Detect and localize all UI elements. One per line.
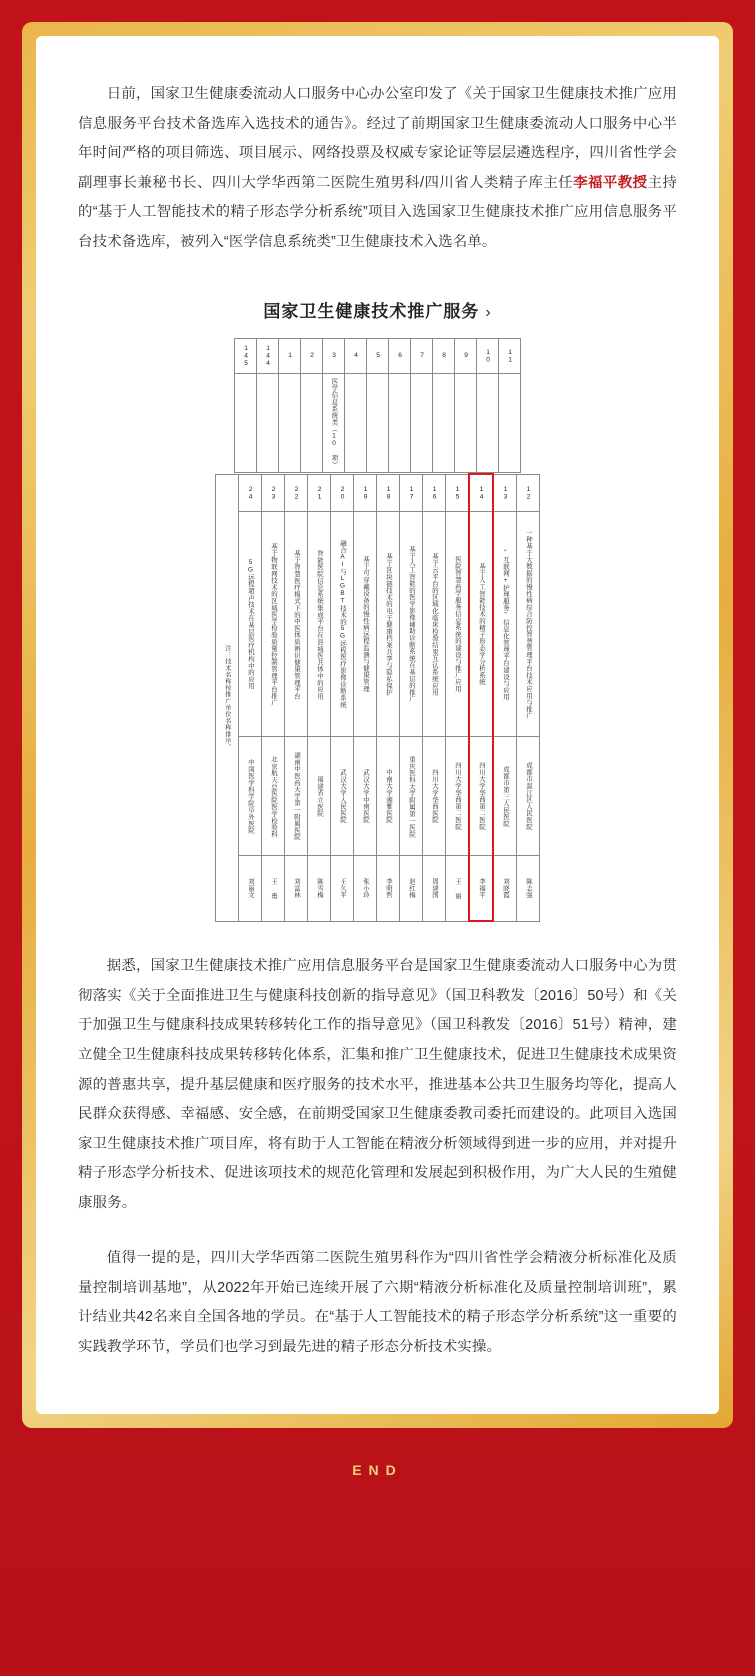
table-cell: [323, 374, 345, 473]
table-cell-highlighted: [469, 474, 493, 512]
table-cell-text: 赵红梅: [408, 878, 415, 899]
table-cell-text: 武汉大学中南医院: [362, 769, 369, 824]
article-footer: [22, 1428, 733, 1510]
table-cell: [262, 474, 285, 512]
table-cell: [499, 374, 521, 473]
table-cell-text: 李福平: [478, 878, 485, 899]
table-cell: [367, 339, 389, 374]
paragraph-text: 日前，国家卫生健康委流动人口服务中心办公室印发了《关于国家卫生健康技术推广应用信息服务平台技术备选库入选技术的通告》。经过了前期国家卫生健康委流动人口服务中心半年时间严格的项目筛选、项目展示、网络投票及权威专家论证等层层遴选程序，四川省性学会副理事长兼秘书长、四川大学华西第二医院生殖男科/四川省人类精子库主任: [78, 86, 677, 191]
table-cell-text: 基于区块链技术的电子健康档案共享与隐私保护: [385, 552, 392, 696]
table-cell: [279, 374, 301, 473]
figure-title: [263, 297, 491, 322]
table-cell-text: 中南大学湘雅医院: [385, 769, 392, 824]
table-cell: [285, 737, 308, 856]
table-cell: [235, 374, 257, 473]
table-cell-text: 武汉大学人民医院: [339, 769, 346, 824]
table-cell: [354, 737, 377, 856]
table-cell: [257, 374, 279, 473]
table-cell-text: 陈志强: [525, 878, 532, 899]
gold-border-frame: [22, 22, 733, 1428]
highlighted-name: 李福平教授: [573, 174, 648, 191]
paragraph-text: 据悉，国家卫生健康技术推广应用信息服务平台是国家卫生健康委流动人口服务中心为贯彻落实《关于全面推进卫生与健康科技创新的指导意见》（国卫科教发〔2016〕50号）和《关于加强卫生与健康科技成果转移转化工作的指导意见》（国卫科教发〔2016〕51号）精神，建立健全卫生健康科技成果转移转化体系，汇集和推广卫生健康技术，促进卫生健康技术成果资源的普惠共享，提升基层健康和医疗服务的技术水平，推进基本公共卫生服务均等化，提高人民群众获得感、幸福感、安全感，在前期受国家卫生健康委教司委托而建设的。此项目入选国家卫生健康技术推广项目库，将有助于人工智能在精液分析领域得到进一步的应用，并对提升精子形态学分析技术、促进该项技术的规范化管理和发展起到积极作用，为广大人民的生殖健康服务。: [78, 958, 677, 1211]
table-cell-text: 2: [308, 352, 316, 360]
table-cell: [400, 512, 423, 737]
table-cell-text: 王 丽: [454, 878, 461, 900]
table-cell: [308, 856, 331, 922]
table-cell-text: 23: [270, 485, 278, 501]
table-cell: [455, 374, 477, 473]
table-cell-text: 7: [418, 352, 426, 360]
table-cell: [308, 474, 331, 512]
table-cell: [239, 474, 262, 512]
table-cell: [301, 374, 323, 473]
table-cell-text: 15: [454, 485, 462, 501]
table-cell: [331, 737, 354, 856]
table-cell: [331, 474, 354, 512]
table-cell: [301, 339, 323, 374]
table-cell: [423, 737, 446, 856]
table-cell-text: 李明哲: [385, 878, 392, 899]
table-cell-text: 智能医院信息系统集成平台在县域医共体中的应用: [316, 549, 323, 700]
table-cell: [433, 339, 455, 374]
table-cell: [477, 339, 499, 374]
table-cell: [477, 374, 499, 473]
table-cell-text: 王 勇: [270, 878, 277, 900]
table-cell: [323, 339, 345, 374]
table-cell-text: 重庆医科大学附属第一医院: [408, 755, 415, 838]
paragraph-2: [78, 952, 677, 1218]
table-cell-text: 融合AI与LGBT技术的5G远程医疗影像诊断系统: [339, 540, 346, 709]
table-cell: [345, 339, 367, 374]
table-cell: [455, 339, 477, 374]
table-cell: [517, 474, 540, 512]
table-cell-text: 湖南中医药大学第一附属医院: [293, 752, 300, 841]
table-cell-text: 5G远程超声技术在基层医疗机构中的应用: [247, 559, 254, 690]
table-cell: [493, 856, 517, 922]
table-cell-text: 北京航天总医院医学检验科: [270, 755, 277, 838]
table-cell-text: 基于智慧医疗模式下的中医体质辨识健康管理平台: [293, 549, 300, 700]
table-cell: [423, 474, 446, 512]
table-cell: [389, 339, 411, 374]
table-cell: [446, 856, 470, 922]
table-cell-text: 一种基于大数据的慢性病综合防控智慧管理平台技术应用与推广: [525, 529, 532, 720]
table-cell: [433, 374, 455, 473]
table-cell-text: “互联网+护理服务”信息化管理平台建设与应用: [502, 548, 509, 701]
table-row: [216, 856, 540, 922]
table-row: [216, 474, 540, 512]
figure-title-text: 国家卫生健康技术推广服务: [263, 302, 480, 322]
table-row: [235, 374, 521, 473]
table-cell-text: 144: [264, 345, 272, 368]
table-cell-text: 中国医学科学院阜外医院: [247, 758, 254, 834]
table-cell-text: 四川大学华西第二医院: [478, 762, 485, 831]
table-side-note: [216, 474, 239, 921]
table-cell: [367, 374, 389, 473]
table-cell-text: 17: [408, 485, 416, 501]
table-cell-text: 刘晓霞: [502, 878, 509, 899]
table-cell: [377, 856, 400, 922]
table-row: [216, 737, 540, 856]
table-cell-text: 基于物联网技术的区域医学检验质量控制管理平台推广: [270, 542, 277, 706]
table-cell-text: 145: [242, 345, 250, 368]
paragraph-3: [78, 1244, 677, 1362]
table-cell-text: 22: [293, 485, 301, 501]
technology-list-table: [215, 473, 540, 922]
table-cell-highlighted: [469, 737, 493, 856]
table-cell-text: 1: [286, 352, 294, 360]
table-cell: [257, 339, 279, 374]
paragraph-text: 主持的“基于人工智能技术的精子形态学分析系统”项目入选国家卫生健康技术推广应用信息服务平台技术备选库，被列入“医学信息系统类”卫生健康技术入选名单。: [78, 174, 677, 250]
table-cell-text: 14: [478, 485, 486, 501]
table-cell-text: 3: [330, 352, 338, 360]
main-table-wrap: [78, 473, 677, 922]
table-cell-text: 11: [506, 348, 514, 364]
table-cell: [239, 737, 262, 856]
figure-block: [78, 283, 677, 922]
table-row: [216, 512, 540, 737]
table-cell-text: 13: [502, 485, 510, 501]
table-cell: [400, 474, 423, 512]
table-cell: [446, 512, 470, 737]
table-cell-text: 周建国: [431, 878, 438, 899]
table-cell: [331, 512, 354, 737]
article-card: [36, 36, 719, 1414]
table-cell-text: 刘丽文: [247, 878, 254, 899]
table-cell: [354, 512, 377, 737]
table-cell-text: 医院智慧药学服务信息系统的建设与推广应用: [454, 556, 461, 693]
table-cell: [285, 856, 308, 922]
table-cell-text: 基于云平台的区域化临床检验结果互认系统应用: [431, 552, 438, 696]
table-cell: [377, 474, 400, 512]
table-cell-highlighted: [469, 856, 493, 922]
table-cell-text: 基于人工智能的医学影像辅助诊断系统在基层的推广: [408, 546, 415, 703]
table-cell-text: 19: [362, 485, 370, 501]
table-cell: [377, 512, 400, 737]
table-cell: [331, 856, 354, 922]
table-cell: [446, 737, 470, 856]
table-cell-text: 四川大学华西第二医院: [454, 762, 461, 831]
table-cell: [345, 374, 367, 473]
table-cell: [262, 856, 285, 922]
table-cell-text: 16: [431, 485, 439, 501]
table-cell: [389, 374, 411, 473]
table-cell-text: 基于可穿戴设备的慢性病远程监测与健康管理: [362, 556, 369, 693]
paragraph-1: [78, 80, 677, 257]
table-row: [235, 339, 521, 374]
table-cell-text: 18: [385, 485, 393, 501]
table-cell-text: 21: [316, 485, 324, 501]
table-cell-text: 12: [525, 485, 533, 501]
table-cell-text: 成都市温江区人民医院: [525, 762, 532, 831]
table-cell-text: 9: [462, 352, 470, 360]
table-cell: [377, 737, 400, 856]
table-cell-text: 10: [484, 348, 492, 364]
table-cell: [499, 339, 521, 374]
table-cell: [262, 512, 285, 737]
table-cell: [279, 339, 301, 374]
table-cell-text: 24: [247, 485, 255, 501]
category-label: 医学信息系统类（10 项）: [330, 378, 338, 469]
table-cell: [493, 512, 517, 737]
table-cell-text: 王久平: [339, 878, 346, 899]
table-cell: [239, 512, 262, 737]
table-cell: [285, 474, 308, 512]
table-cell-text: 刘富林: [293, 878, 300, 899]
table-cell: [239, 856, 262, 922]
table-cell: [517, 737, 540, 856]
table-cell: [411, 374, 433, 473]
table-cell: [285, 512, 308, 737]
table-cell-text: 四川大学华西医院: [431, 769, 438, 824]
table-side-note-text: 注：技术名称按推广单位名称排序。: [223, 645, 231, 751]
table-cell-text: 4: [352, 352, 360, 360]
table-cell: [235, 339, 257, 374]
table-cell: [493, 474, 517, 512]
table-cell: [400, 856, 423, 922]
table-cell: [493, 737, 517, 856]
table-cell-text: 张小玲: [362, 878, 369, 899]
table-cell-text: 5: [374, 352, 382, 360]
table-cell: [308, 512, 331, 737]
table-cell: [423, 512, 446, 737]
table-cell-text: 基于人工智能技术的精子形态学分析系统: [478, 563, 485, 686]
table-cell: [517, 512, 540, 737]
paragraph-text: 值得一提的是，四川大学华西第二医院生殖男科作为“四川省性学会精液分析标准化及质量控制培训基地”，从2022年开始已连续开展了六期“精液分析标准化及质量控制培训班”，累计结业共42名来自全国各地的学员。在“基于人工智能技术的精子形态学分析系统”这一重要的实践教学环节，学员们也学习到最先进的精子形态分析技术实操。: [78, 1250, 677, 1355]
chevron-right-icon: ›: [485, 304, 492, 322]
table-cell: [354, 856, 377, 922]
table-cell: [400, 737, 423, 856]
table-cell-text: 福建省立医院: [316, 775, 323, 817]
table-cell-text: 20: [339, 485, 347, 501]
table-cell-text: 陈雪梅: [316, 878, 323, 899]
mini-table-wrap: [78, 338, 677, 473]
table-cell: [423, 856, 446, 922]
table-cell-text: 8: [440, 352, 448, 360]
table-cell: [517, 856, 540, 922]
table-cell: [308, 737, 331, 856]
table-cell: [446, 474, 470, 512]
table-cell-text: 成都市第三人民医院: [502, 765, 509, 827]
table-cell: [354, 474, 377, 512]
table-cell-highlighted: [469, 512, 493, 737]
end-label: END: [352, 1462, 403, 1479]
category-header-table: [234, 338, 521, 473]
table-cell: [411, 339, 433, 374]
table-cell: [262, 737, 285, 856]
table-cell-text: 6: [396, 352, 404, 360]
